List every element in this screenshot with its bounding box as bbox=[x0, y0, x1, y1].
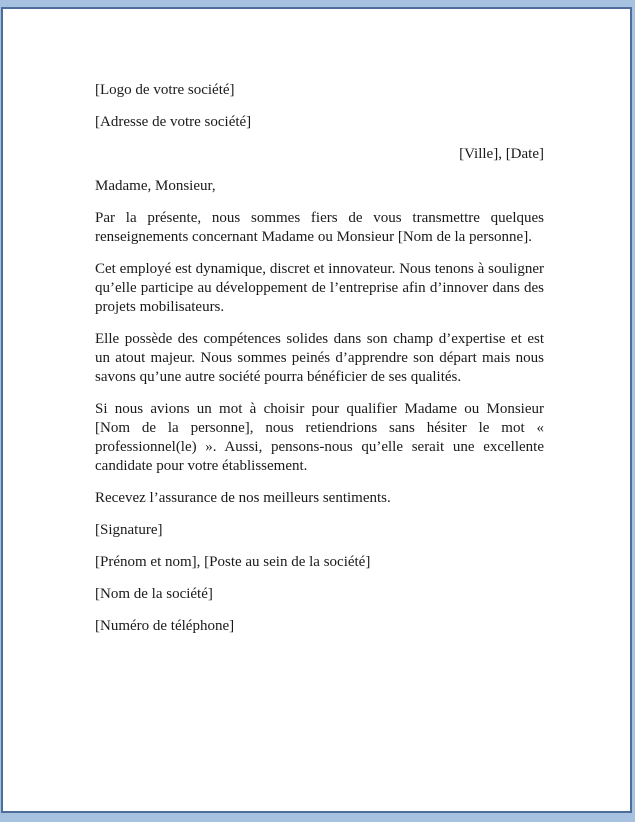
body-paragraph-4: Si nous avions un mot à choisir pour qualifier Madame ou Monsieur [Nom de la personne], nous retiendrions sans hésiter le mot « professionnel(le) ». Aussi, pensons-nous qu’elle serait une excellente candidate pour votre établissement. bbox=[95, 401, 544, 474]
company-placeholder: [Nom de la société] bbox=[95, 586, 213, 602]
salutation-line: Madame, Monsieur, bbox=[95, 178, 216, 194]
closing-line: Recevez l’assurance de nos meilleurs sentiments. bbox=[95, 490, 391, 506]
body-paragraph-2: Cet employé est dynamique, discret et innovateur. Nous tenons à souligner qu’elle participe au développement de l’entreprise afin d’innover dans des projets mobilisateurs. bbox=[95, 261, 544, 315]
letter-page bbox=[1, 7, 632, 813]
name-title-placeholder: [Prénom et nom], [Poste au sein de la société] bbox=[95, 554, 371, 570]
body-paragraph-1: Par la présente, nous sommes fiers de vous transmettre quelques renseignements concernant Madame ou Monsieur [Nom de la personne]. bbox=[95, 210, 544, 245]
address-placeholder: [Adresse de votre société] bbox=[95, 114, 252, 130]
letter-content bbox=[3, 9, 630, 636]
phone-placeholder: [Numéro de téléphone] bbox=[95, 618, 235, 634]
city-date-line: [Ville], [Date] bbox=[459, 146, 544, 162]
body-paragraph-3: Elle possède des compétences solides dans son champ d’expertise et est un atout majeur. Nous sommes peinés d’apprendre son départ mais nous savons qu’une autre société pourra bénéficier de ses qualités. bbox=[95, 331, 544, 385]
signature-placeholder: [Signature] bbox=[95, 522, 163, 538]
logo-placeholder: [Logo de votre société] bbox=[95, 82, 235, 98]
